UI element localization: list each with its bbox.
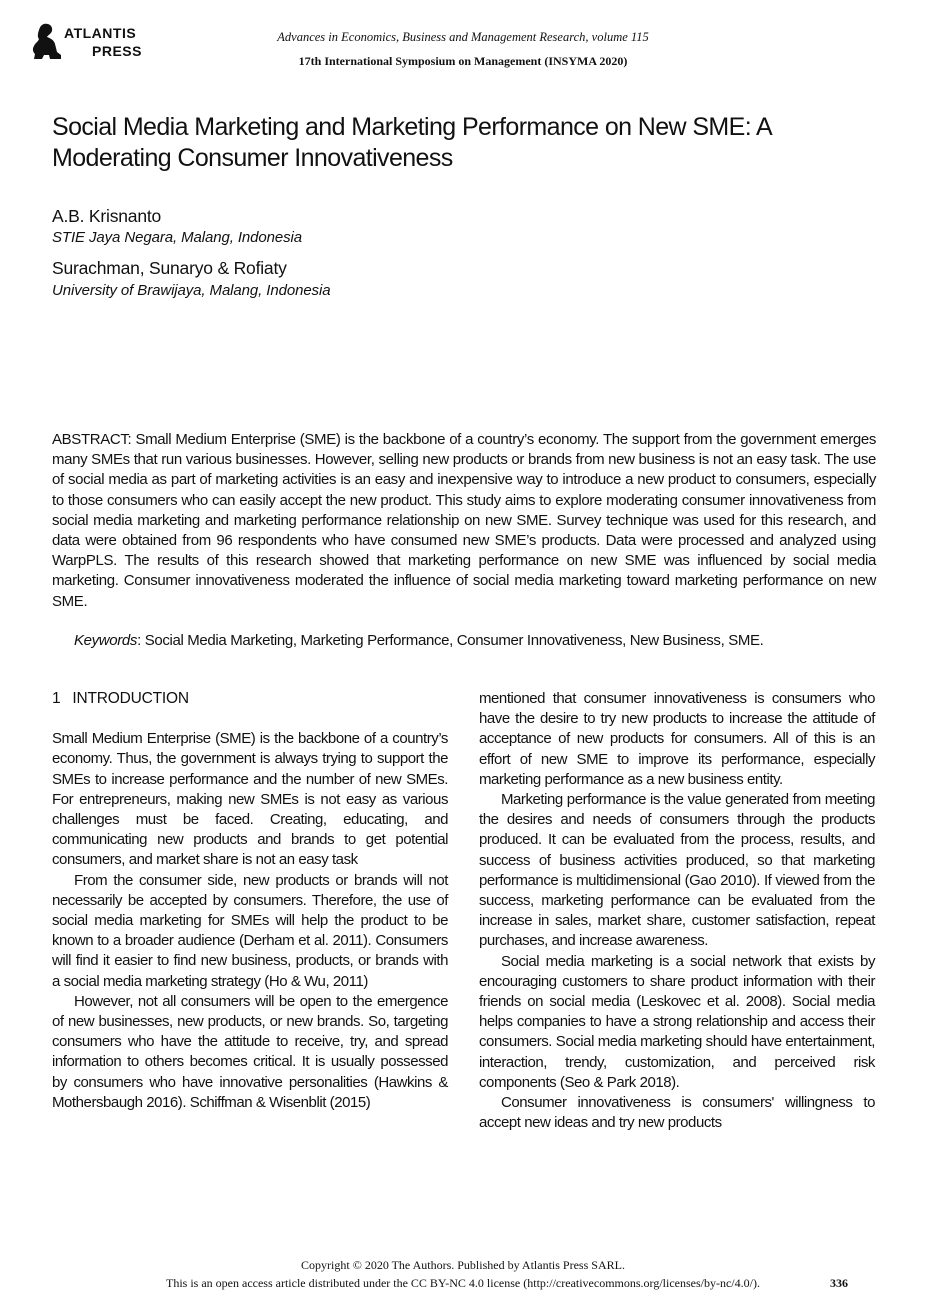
footer-copyright: Copyright © 2020 The Authors. Published by Atlantis Press SARL. — [301, 1258, 625, 1272]
author-affiliation: University of Brawijaya, Malang, Indonesia — [52, 282, 331, 299]
abstract: ABSTRACT: Small Medium Enterprise (SME) is the backbone of a country’s economy. The support from the government emerges many SMEs that run various businesses. However, selling new products or brands from new business is not an easy task. The use of social media as part of marketing activities is an easy and inexpensive way to introduce a new product to consumers, especially to those consumers who can easily accept the new product. This study aims to explore moderating consumer innovativeness from social media marketing and marketing performance relationship on new SME. Survey technique was used for this research, and data were obtained from 96 respondents who have consumed new SME’s products. Data were processed and analyzed using WarpPLS. The results of this research showed that marketing performance on new SME was influenced by social media marketing. Consumer innovativeness moderated the influence of social media marketing toward marketing performance on new SME. — [52, 431, 876, 610]
journal-header: Advances in Economics, Business and Management Research, volume 115 — [277, 30, 649, 44]
keywords-label: Keywords — [74, 632, 138, 649]
keywords — [52, 631, 876, 651]
body-paragraph: Marketing performance is the value generated from meeting the desires and needs of consumers through the products produced. It can be evaluated from the process, results, and success of business activities produced, so that marketing performance is multidimensional (Gao 2010). If viewed from the success, marketing performance can be evaluated from the increase in sales, market share, customer satisfaction, repeat purchases, and increase awareness. — [479, 791, 875, 950]
page-number: 336 — [830, 1276, 848, 1290]
body-paragraph: mentioned that consumer innovativeness is consumers who have the desire to try new products to increase the attitude of acceptance of new products for consumers. All of this is an effort of new SME to improve its performance, especially marketing performance as a new business entity. — [479, 690, 875, 788]
body-paragraph: Small Medium Enterprise (SME) is the backbone of a country’s economy. Thus, the government is always trying to support the SMEs to increase performance and the number of new SMEs. For entrepreneurs, making new SMEs is not easy as various challenges must be faced. Creating, educating, and communicating new products and brands to get potential consumers, and market share is not an easy task — [52, 730, 448, 869]
left-column — [52, 689, 448, 1113]
author-affiliation: STIE Jaya Negara, Malang, Indonesia — [52, 229, 302, 246]
thinker-statue-icon — [30, 22, 62, 60]
body-paragraph: However, not all consumers will be open to the emergence of new businesses, new products, or new brands. So, targeting consumers who have the attitude to receive, try, and spread information to others becomes critical. It is usually possessed by consumers who have innovative personalities (Hawkins & Mothersbaugh 2016). Schiffman & Wisenblit (2015) — [52, 992, 448, 1111]
section-title: INTRODUCTION — [72, 690, 189, 707]
keywords-text: : Social Media Marketing, Marketing Performance, Consumer Innovativeness, New Business, SME. — [137, 632, 764, 649]
logo-text-press: PRESS — [92, 43, 142, 59]
right-column — [479, 689, 875, 1133]
section-number: 1 — [52, 690, 61, 707]
logo-text-atlantis: ATLANTIS — [64, 25, 137, 41]
body-paragraph: From the consumer side, new products or brands will not necessarily be accepted by consumers. Therefore, the use of social media marketing for SMEs will help the product to be known to a broader audience (Derham et al. 2011). Consumers will find it easier to find new business, products, or brands with a social media marketing strategy (Ho & Wu, 2011) — [52, 871, 448, 990]
atlantis-press-logo — [30, 18, 150, 62]
author-name: Surachman, Sunaryo & Rofiaty — [52, 258, 287, 278]
paper-title: Social Media Marketing and Marketing Performance on New SME: A Moderating Consumer Innovativeness — [52, 113, 771, 172]
body-paragraph: Consumer innovativeness is consumers' willingness to accept new ideas and try new products — [479, 1094, 875, 1132]
author-name: A.B. Krisnanto — [52, 206, 162, 226]
footer-license: This is an open access article distributed under the CC BY-NC 4.0 license (http://creativecommons.org/licenses/by-nc/4.0/). — [166, 1276, 760, 1290]
section-heading — [52, 689, 448, 709]
body-paragraph: Social media marketing is a social network that exists by encouraging customers to share product information with their friends on social media (Leskovec et al. 2008). Social media helps companies to have a strong relationship and access their consumers. Social media marketing should have entertainment, interaction, trendy, customization, and perceived risk components (Seo & Park 2018). — [479, 952, 875, 1091]
conference-header: 17th International Symposium on Management (INSYMA 2020) — [298, 54, 628, 68]
